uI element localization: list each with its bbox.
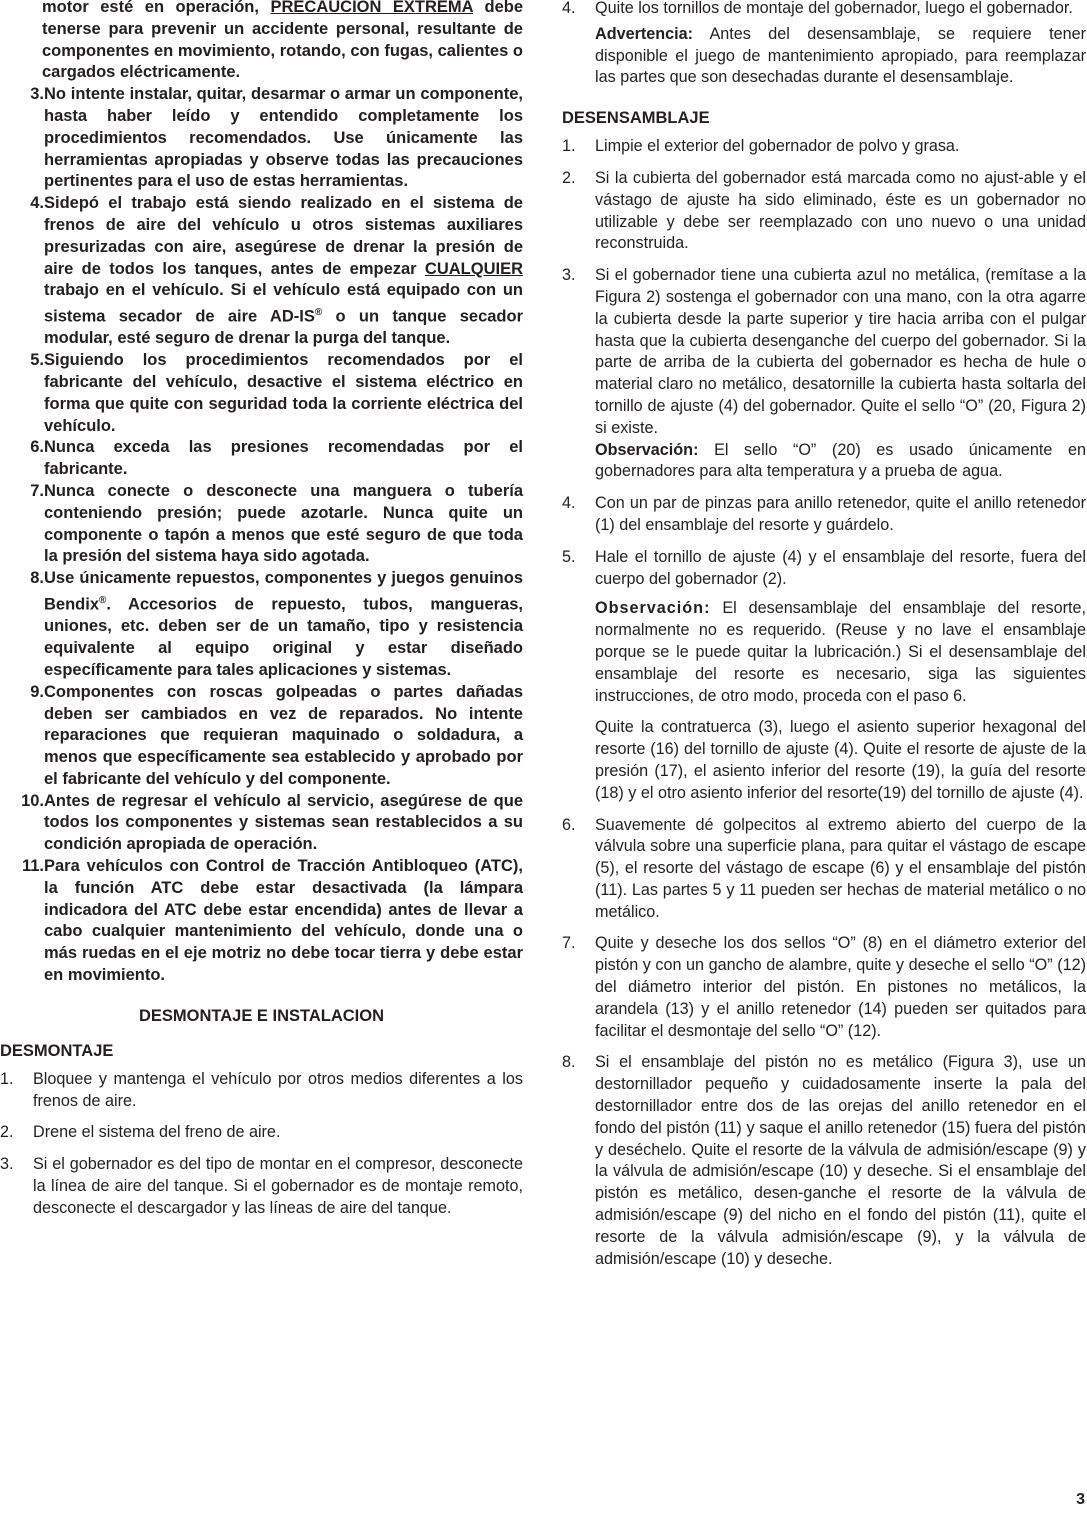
observation-note: Observación: El desensamblaje del ensamblaje del resorte, normalmente no es requerido. (Reuse y no lave el ensamblaje porque se le puede quitar la lubricación.) Si el desensamblaje del ensamblaje del resorte es necesario, siga las siguientes instrucciones, de otro modo, proceda con el paso 6. [595,599,1086,705]
subsection-title: DESENSAMBLAJE [562,109,710,128]
safety-item: 9. Componentes con roscas golpeadas o partes dañadas deben ser cambiados en vez de reparados. No intente reparaciones que requieran maquinado o soldadura, a menos que específicamente sea establecido y aprobado por el fabricante del vehículo y del componente. [30,682,523,788]
paragraph: Quite la contratuerca (3), luego el asiento superior hexagonal del resorte (16) del tornillo de ajuste (4). Quite el resorte de ajuste de la presión (17), el asiento inferior del resorte (19), la guía del resorte (18) y el otro asiento inferior del resorte(19) del tornillo de ajuste (4). [595,718,1086,802]
safety-item: 3. No intente instalar, quitar, desarmar o armar un componente, hasta haber leído y entendido completamente los procedimientos recomendados. Use únicamente las herramientas apropiadas y observe todas las precauciones pertinentes para el uso de estas herramientas. [30,85,523,191]
left-column [0,0,523,1230]
safety-item-2-continuation: motor esté en operación, PRECAUCION EXTREMA debe tenerse para prevenir un accidente personal, resultante de componentes en movimiento, rotando, con fugas, calientes o cargados eléctricamente. [42,0,523,82]
warning-note: Advertencia: Antes del desensamblaje, se requiere tener disponible el juego de mantenimiento apropiado, para reemplazar las partes que son desechadas durante el desensamblaje. [595,24,1086,87]
list-item: 8. Si el ensamblaje del pistón no es metálico (Figura 3), use un destornillador pequeño y cuidadosamente inserte la pala del destornillador entre dos de las orejas del anillo retenedor en el fondo del pistón (11) y saque el anillo retenedor (15) fuera del pistón y deséchelo. Quite el resorte de la válvula de admisión/escape (9) y la válvula de admisión/escape (10) y deseche. Si el ensamblaje del pistón es metálico, desen-ganche el resorte de la válvula de admisión/escape (9) del nicho en el fondo del pistón (11), quite el resorte de la válvula admisión/escape (9), y la válvula de admisión/escape (10) y deseche. [562,1053,1086,1268]
safety-item: 5. Siguiendo los procedimientos recomendados por el fabricante del vehículo, desactive el sistema eléctrico en forma que quite con seguridad toda la corriente eléctrica del vehículo. [30,351,523,435]
list-item: 2. Si la cubierta del gobernador está marcada como no ajust-able y el vástago de ajuste ha sido eliminado, éste es un gobernador no utilizable y debe ser reemplazado con uno nuevo o una unidad reconstruida. [562,168,1086,253]
safety-item: 6. Nunca exceda las presiones recomendadas por el fabricante. [30,438,523,479]
list-item: 4. Con un par de pinzas para anillo retenedor, quite el anillo retenedor (1) del ensamblaje del resorte y guárdelo. [562,494,1086,534]
section-title: DESMONTAJE E INSTALACION [138,1006,385,1025]
safety-item: 4. Sidepó el trabajo está siendo realizado en el sistema de frenos de aire del vehículo u otros sistemas auxiliares presurizadas con aire, asegúrese de drenar la presión de aire de todos los tanques, antes de empezar CUALQUIER trabajo en el vehículo. Si el vehículo está equipado con un sistema secador de aire AD-IS® o un tanque secador modular, esté seguro de drenar la purga del tanque. [30,194,523,348]
page-number: 3 [1076,1491,1085,1508]
list-item: 5. Hale el tornillo de ajuste (4) y el ensamblaje del resorte, fuera del cuerpo del gobernador (2). [562,547,1086,588]
list-item: 7. Quite y deseche los dos sellos “O” (8) en el diámetro exterior del pistón y con un gancho de alambre, quite y deseche el sello “O” (12) del diámetro interior del pistón. En pistones no metálicos, la arandela (13) y el anillo retenedor (14) pueden ser quitados para facilitar el desmontaje del sello “O” (12). [562,934,1086,1040]
list-item: 3. Si el gobernador tiene una cubierta azul no metálica, (remítase a la Figura 2) sostenga el gobernador con una mano, con la otra agarre la cubierta desde la parte superior y tire hacia arriba con el pulgar hasta que la cubierta desenganche del cuerpo del gobernador. Si la parte de arriba de la cubierta del gobernador es hecha de hule o material claro no metálico, desatornille la cubierta hasta soltarla del tornillo de ajuste (4) del gobernador. Quite el sello “O” (20, Figura 2) si existe. Observación: El sello “O” (20) es usado únicamente en gobernadores para alta temperatura y a prueba de agua. [562,266,1086,481]
safety-item: 11. Para vehículos con Control de Tracción Antibloqueo (ATC), la función ATC debe estar desactivada (la lámpara indicadora del ATC debe estar encendida) antes de llevar a cabo cualquier mantenimiento del vehículo, donde una o más ruedas en el eje motriz no debe tocar tierra y debe estar en movimiento. [21,857,523,985]
list-item: 1. Bloquee y mantenga el vehículo por otros medios diferentes a los frenos de aire. [0,1069,523,1110]
subsection-title: DESMONTAJE [0,1041,114,1060]
list-item: 2. Drene el sistema del freno de aire. [0,1123,281,1142]
list-item: 6. Suavemente dé golpecitos al extremo abierto del cuerpo de la válvula sobre una superficie plana, para quitar el vástago de escape (5), el resorte del vástago de escape (6) y el ensamblaje del pistón (11). Las partes 5 y 11 pueden ser hechas de material metálico o no metálico. [562,815,1086,921]
list-item: 3. Si el gobernador es del tipo de montar en el compresor, desconecte la línea de aire del tanque. Si el gobernador es de montaje remoto, desconecte el descargador y las líneas de aire del tanque. [0,1155,523,1217]
safety-item: 8. Use únicamente repuestos, componentes y juegos genuinos Bendix®. Accesorios de repuesto, tubos, mangueras, uniones, etc. deben ser de un tamaño, tipo y resistencia equivalente al equipo original y estar diseñado específicamente para tales aplicaciones y sistemas. [30,569,523,679]
right-column [562,0,1086,1280]
safety-item: 7. Nunca conecte o desconecte una manguera o tubería conteniendo presión; puede azotarle. Nunca quite un componente o tapón a menos que esté seguro de que toda la presión del sistema haya sido agotada. [30,482,523,566]
safety-item: 10. Antes de regresar el vehículo al servicio, asegúrese de que todos los componentes y sistemas sean restablecidos a su condición apropiada de operación. [21,791,523,854]
list-item: 4. Quite los tornillos de montaje del gobernador, luego el gobernador. [562,0,1073,17]
list-item: 1. Limpie el exterior del gobernador de polvo y grasa. [562,137,960,156]
